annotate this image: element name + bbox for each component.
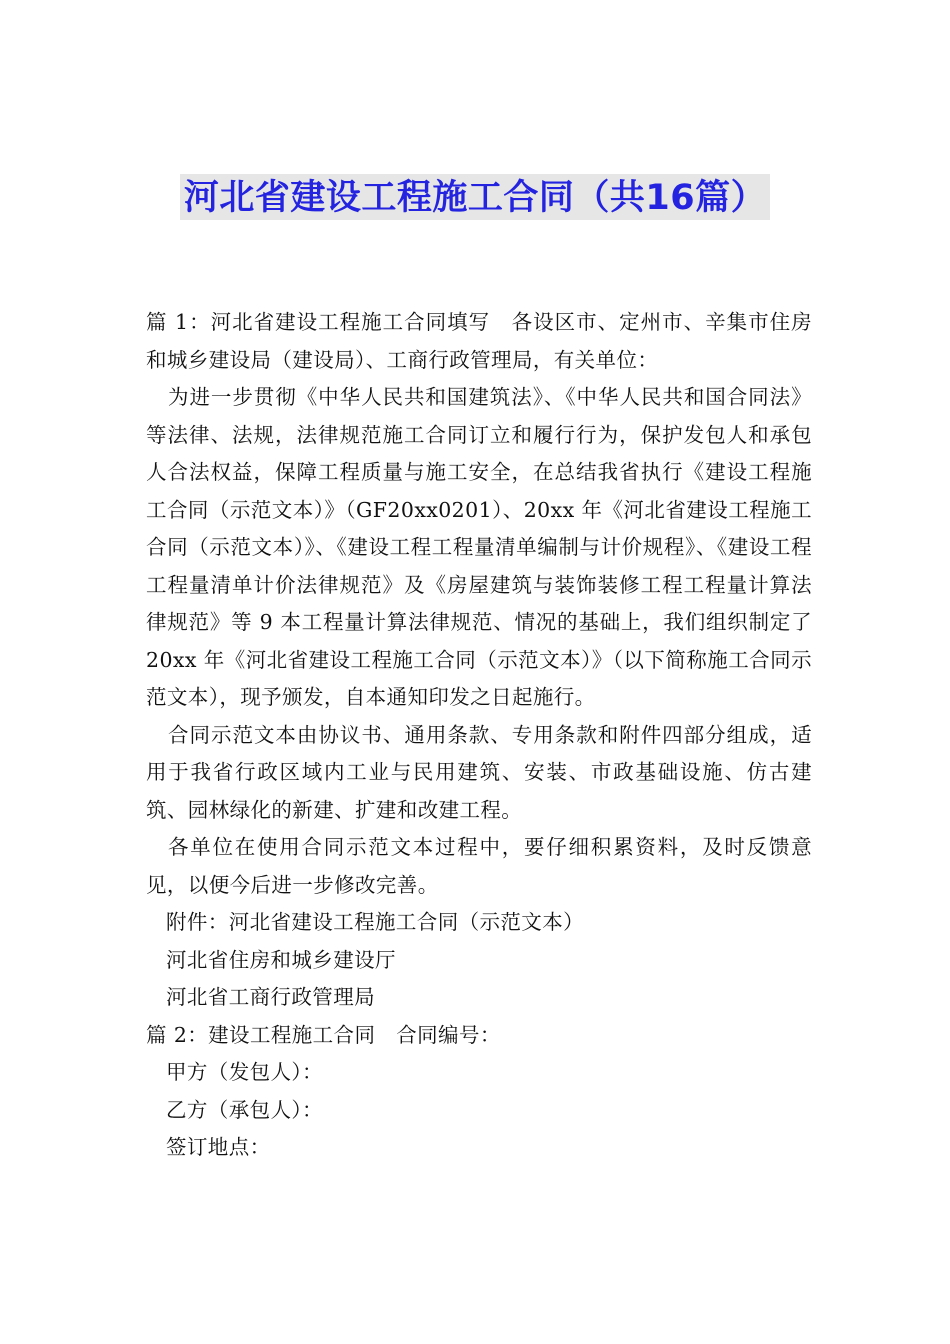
issuer-commerce-bureau: 河北省工商行政管理局 (166, 985, 375, 1009)
document-body (146, 304, 812, 1167)
signing-place-line: 签订地点： (166, 1135, 271, 1159)
paragraph-section1-intro: 篇 1：河北省建设工程施工合同填写 各设区市、定州市、辛集市住房和城乡建设局（建设局）、工商行政管理局，有关单位： (146, 310, 812, 372)
title-container (0, 174, 950, 220)
paragraph-composition: 合同示范文本由协议书、通用条款、专用条款和附件四部分组成，适用于我省行政区域内工业与民用建筑、安装、市政基础设施、仿古建筑、园林绿化的新建、扩建和改建工程。 (146, 722, 812, 822)
paragraph-section2-heading: 篇 2：建设工程施工合同 合同编号： (146, 1022, 501, 1047)
document-title: 河北省建设工程施工合同（共16篇） (180, 174, 770, 220)
party-b-line: 乙方（承包人）： (166, 1097, 323, 1122)
party-a-line: 甲方（发包人）： (166, 1060, 323, 1084)
paragraph-purpose: 为进一步贯彻《中华人民共和国建筑法》、《中华人民共和国合同法》等法律、法规，法律规范施工合同订立和履行行为，保护发包人和承包人合法权益，保障工程质量与施工安全，在总结我省执行《建设工程施工合同（示范文本）》（GF20xx0201）、20xx 年《河北省建设工程施工合同（示范文本）》、《建设工程工程量清单编制与计价规程》、《建设工程工程量清单计价法律规范》及《房屋建筑与装饰装修工程工程量计算法律规范》等 9 本工程量计算法律规范、情况的基础上，我们组织制定了 20xx 年《河北省建设工程施工合同（示范文本）》（以下简称施工合同示范文本），现予颁发，自本通知印发之日起施行。 (146, 385, 812, 709)
paragraph-feedback: 各单位在使用合同示范文本过程中，要仔细积累资料，及时反馈意见，以便今后进一步修改完善。 (146, 835, 812, 897)
paragraph-attachment: 附件：河北省建设工程施工合同（示范文本） (166, 910, 584, 934)
issuer-housing-dept: 河北省住房和城乡建设厅 (166, 947, 396, 972)
